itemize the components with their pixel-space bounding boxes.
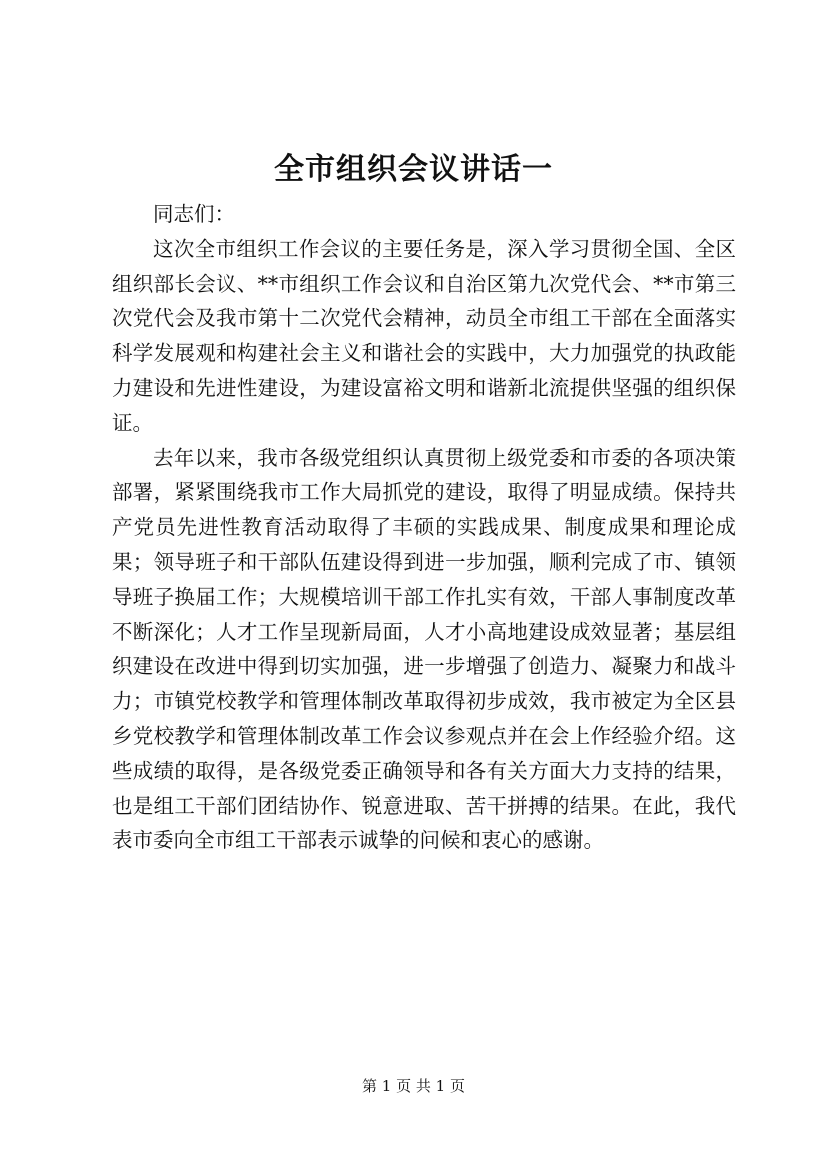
paragraph-1: 这次全市组织工作会议的主要任务是，深入学习贯彻全国、全区组织部长会议、**市组织工作会议和自治区第九次党代会、**市第三次党代会及我市第十二次党代会精神，动员全市组工干部在全面落实科学发展观和构建社会主义和谐社会的实践中，大力加强党的执政能力建设和先进性建设，为建设富裕文明和谐新北流提供坚强的组织保证。 xyxy=(112,236,736,435)
document-body xyxy=(112,197,736,858)
paragraph-2: 去年以来，我市各级党组织认真贯彻上级党委和市委的各项决策部署，紧紧围绕我市工作大局抓党的建设，取得了明显成绩。保持共产党员先进性教育活动取得了丰硕的实践成果、制度成果和理论成果；领导班子和干部队伍建设得到进一步加强，顺利完成了市、镇领导班子换届工作；大规模培训干部工作扎实有效，干部人事制度改革不断深化；人才工作呈现新局面，人才小高地建设成效显著；基层组织建设在改进中得到切实加强，进一步增强了创造力、凝聚力和战斗力；市镇党校教学和管理体制改革取得初步成效，我市被定为全区县乡党校教学和管理体制改革工作会议参观点并在会上作经验介绍。这些成绩的取得，是各级党委正确领导和各有关方面大力支持的结果，也是组工干部们团结协作、锐意进取、苦干拼搏的结果。在此，我代表市委向全市组工干部表示诚挚的问候和衷心的感谢。 xyxy=(112,445,736,853)
salutation: 同志们： xyxy=(153,202,235,226)
page-footer: 第 1 页 共 1 页 xyxy=(362,1077,465,1095)
document-title: 全市组织会议讲话一 xyxy=(274,152,553,187)
